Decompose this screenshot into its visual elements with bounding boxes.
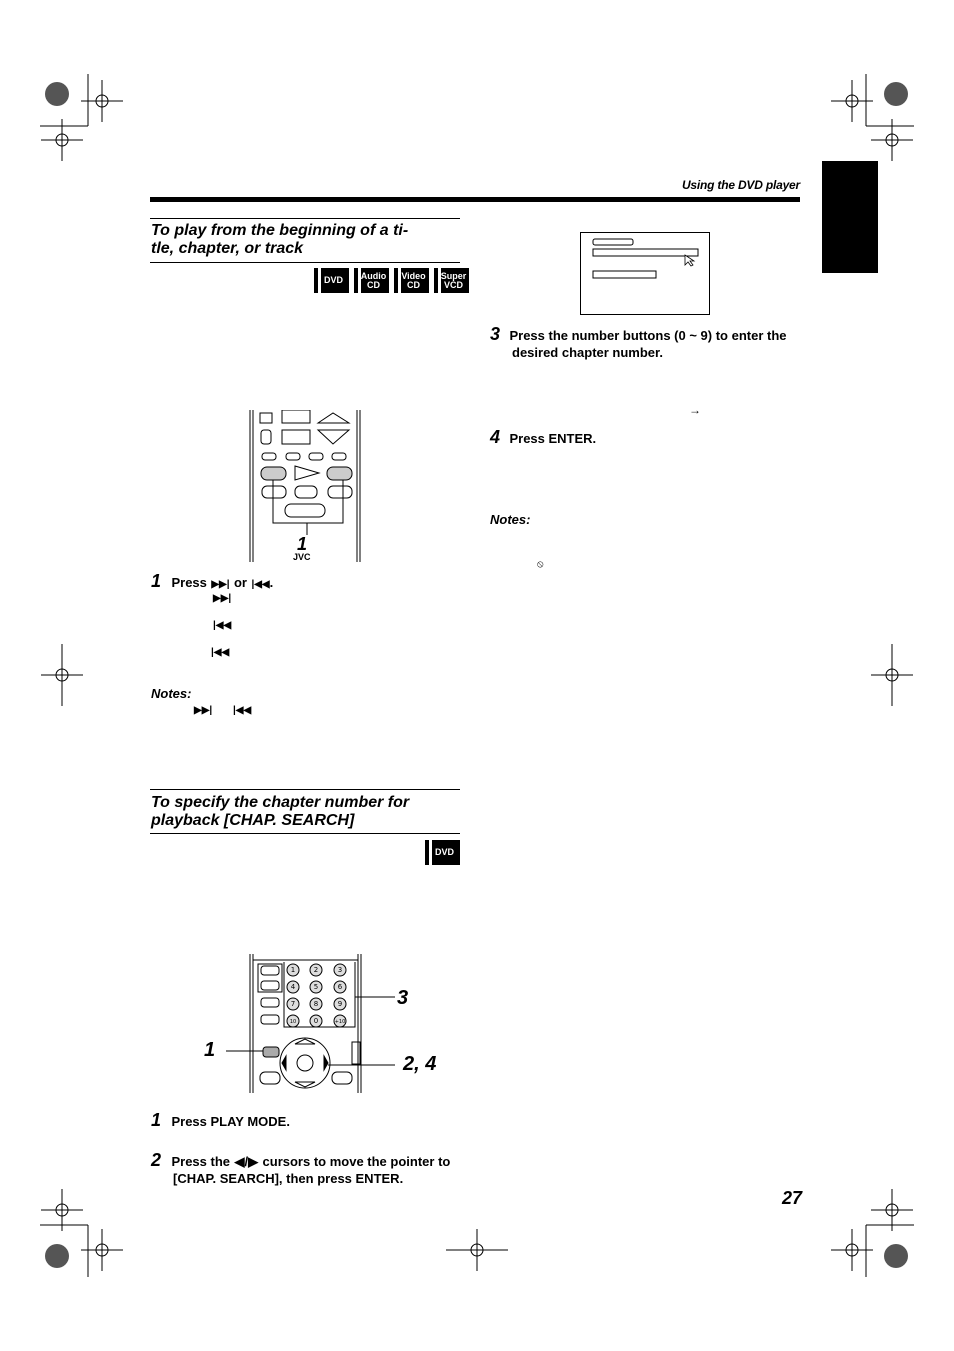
keypad-1: 1 — [290, 966, 296, 974]
remote-illustration-transport — [245, 410, 365, 565]
badge-dvd: DVD — [314, 268, 349, 293]
badge-audio-cd: Audio CD — [354, 268, 389, 293]
keypad-0: 0 — [313, 1017, 319, 1025]
badge-super-vcd: Super VCD — [434, 268, 469, 293]
callout-2-4: 2, 4 — [403, 1053, 437, 1075]
pointer-icon — [685, 255, 694, 266]
step1-sym-prev-a: |◀◀ — [213, 620, 232, 631]
step1-sym-next: ▶▶| — [213, 593, 232, 604]
callout-1: 1 — [204, 1039, 216, 1061]
section2-step2: 2 Press the ◀/▶ cursors to move the pointer to [CHAP. SEARCH], then press ENTER. — [151, 1150, 451, 1186]
right-step3: 3 Press the number buttons (0 ~ 9) to enter the desired chapter number. — [490, 324, 787, 360]
keypad-plus10: +10 — [334, 1019, 346, 1025]
keypad-5: 5 — [313, 983, 319, 991]
remote-brand: JVC — [293, 552, 311, 562]
keypad-2: 2 — [313, 966, 319, 974]
side-tab — [822, 161, 878, 273]
page-number: 27 — [781, 1188, 802, 1208]
section2-step1: 1 Press PLAY MODE. — [151, 1110, 290, 1130]
disc-badges — [314, 268, 469, 293]
section1-rule-bottom — [150, 262, 460, 263]
keypad-9: 9 — [337, 1000, 343, 1008]
keypad-3: 3 — [337, 966, 343, 974]
section-header-label: Using the DVD player — [681, 178, 800, 192]
keypad-4: 4 — [290, 983, 296, 991]
keypad-7: 7 — [290, 1000, 296, 1008]
keypad-10: 10 — [289, 1019, 297, 1025]
keypad-8: 8 — [313, 1000, 319, 1008]
section1-title: To play from the beginning of a ti- tle, chapter, or track — [151, 222, 409, 257]
header-rule — [150, 197, 800, 202]
section1-rule-top — [150, 218, 460, 219]
section2-rule-top — [150, 789, 460, 790]
remote-callout-1: 1 — [297, 534, 308, 554]
section1-step1: 1 Press ▶▶| or |◀◀. — [151, 571, 274, 591]
badge-video-cd: Video CD — [394, 268, 429, 293]
right-step4: 4 Press ENTER. — [490, 427, 597, 447]
notes-sym-next: ▶▶| — [194, 705, 213, 716]
section2-title: To specify the chapter number for playback [CHAP. SEARCH] — [151, 794, 410, 829]
section2-rule-bottom — [150, 833, 460, 834]
remote-illustration-keypad — [200, 952, 450, 1097]
keypad-6: 6 — [337, 983, 343, 991]
notes-sym-prev: |◀◀ — [233, 705, 252, 716]
prohibit-icon: ⦸ — [537, 559, 544, 570]
osd-screen-illustration — [580, 232, 710, 315]
callout-3: 3 — [397, 987, 409, 1009]
section2-badge-dvd: DVD — [425, 840, 460, 865]
right-notes-label: Notes: — [490, 512, 531, 527]
step1-sym-prev-b: |◀◀ — [211, 647, 230, 658]
section1-notes-label: Notes: — [151, 686, 192, 701]
arrow-icon: → — [689, 403, 701, 417]
